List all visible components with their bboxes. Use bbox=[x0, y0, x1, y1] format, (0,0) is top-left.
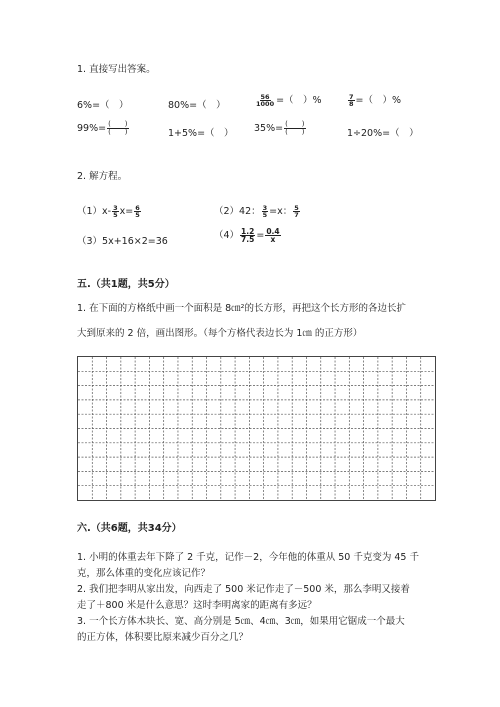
s6-line: 走了＋800 米是什么意思？这时李明离家的距离有多远？ bbox=[77, 600, 317, 611]
s6-line: 2. 我们把李明从家出发，向西走了 500 米记作走了－500 米，那么李明又接着 bbox=[77, 584, 410, 595]
q2-eq3: （3）5x+16×2=36 bbox=[77, 236, 168, 247]
q1-r2-c: 35%= $\frac{( )}{( )}$ bbox=[254, 120, 305, 136]
q2-eq2: （2）42： $\frac{3}{5}$ =x： $\frac{5}{7}$ bbox=[214, 203, 299, 219]
q2-eq4: （4） $\frac{1.2}{7.5}$ = $\frac{0.4}{x}$ bbox=[214, 226, 280, 244]
fraction: $\frac{56}{1000}$ bbox=[256, 92, 275, 108]
section-5-header: 五.（共1题，共5分） bbox=[77, 279, 175, 290]
grid-lines bbox=[78, 357, 435, 500]
fraction: $\frac{3}{5}$ bbox=[113, 203, 118, 219]
s5-q1-line1: 1. 在下面的方格纸中画一个面积是 8㎝²的长方形，再把这个长方形的各边长扩 bbox=[77, 303, 406, 314]
q1-r2-b: 1+5%=（ ） bbox=[168, 128, 234, 139]
s6-line: 的正方体，体积要比原来减少百分之几？ bbox=[77, 632, 249, 643]
q2-eq1: （1）x- $\frac{3}{5}$ x= $\frac{6}{5}$ bbox=[77, 203, 140, 219]
s5-q1-line2: 大到原来的 2 倍，画出图形。（每个方格代表边长为 1㎝ 的正方形） bbox=[77, 328, 363, 339]
q1-r2-d: 1÷20%=（ ） bbox=[347, 128, 419, 139]
q1-r1-d: $\frac{7}{8}$ =（ ）% bbox=[349, 92, 402, 108]
fraction: $\frac{7}{8}$ bbox=[349, 92, 354, 108]
fraction: $\frac{1.2}{7.5}$ bbox=[241, 226, 255, 244]
fraction: $\frac{0.4}{x}$ bbox=[266, 226, 280, 244]
fraction: $\frac{5}{7}$ bbox=[294, 203, 299, 219]
fraction: $\frac{3}{5}$ bbox=[262, 203, 268, 219]
s6-line: 3. 一个长方体木块长、宽、高分别是 5㎝、4㎝、3㎝，如果用它锯成一个最大 bbox=[77, 616, 405, 627]
fraction: $\frac{6}{5}$ bbox=[135, 203, 140, 219]
fraction: $\frac{( )}{( )}$ bbox=[285, 120, 305, 136]
section-6-header: 六.（共6题，共34分） bbox=[77, 523, 182, 534]
q1-r1-a: 6%=（ ） bbox=[77, 100, 129, 111]
q1-title: 1. 直接写出答案。 bbox=[77, 64, 156, 75]
q1-r1-b: 80%=（ ） bbox=[168, 100, 226, 111]
q1-r2-a: 99%= $\frac{( )}{( )}$ bbox=[77, 120, 128, 136]
s6-line: 1. 小明的体重去年下降了 2 千克，记作－2，今年他的体重从 50 千克变为 45 千 bbox=[77, 552, 419, 563]
fraction: $\frac{( )}{( )}$ bbox=[108, 120, 128, 136]
q1-r1-c: $\frac{56}{1000}$ =（ ）% bbox=[256, 92, 322, 108]
s6-line: 克，那么体重的变化应该记作？ bbox=[77, 568, 211, 579]
square-grid-paper[interactable] bbox=[77, 356, 436, 501]
q2-title: 2. 解方程。 bbox=[77, 171, 128, 182]
